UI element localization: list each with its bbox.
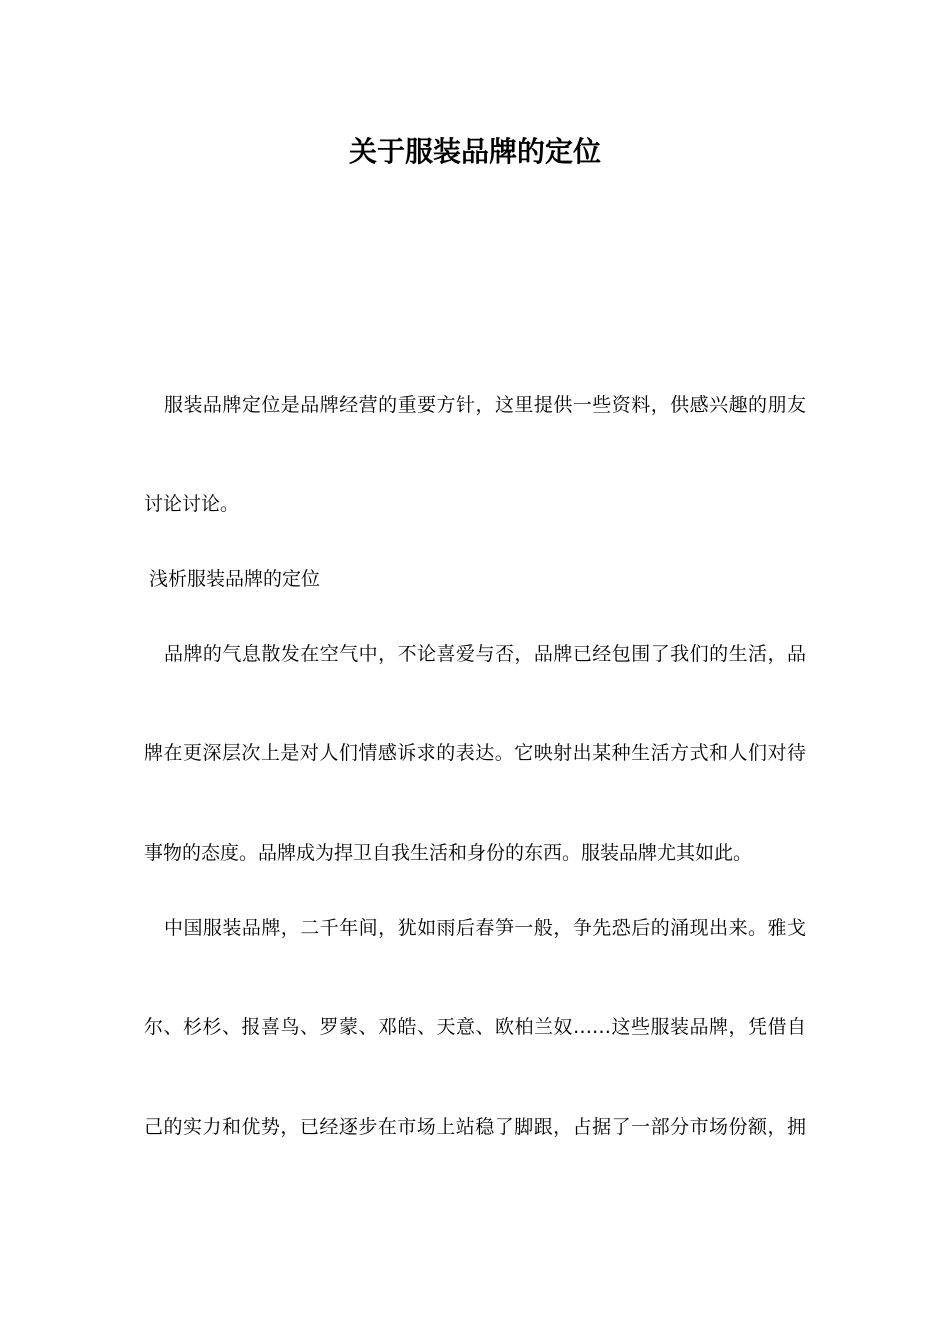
- document-title: 关于服装品牌的定位: [348, 135, 601, 168]
- paragraph2-line-1: 中国服装品牌，二千年间，犹如雨后春笋一般，争先恐后的涌现出来。雅戈: [164, 917, 806, 939]
- section-subheading: 浅析服装品牌的定位: [149, 568, 321, 590]
- paragraph2-line-3: 己的实力和优势，已经逐步在市场上站稳了脚跟，占据了一部分市场份额，拥: [144, 1116, 806, 1138]
- intro-line-2: 讨论讨论。: [144, 493, 240, 515]
- paragraph1-line-1: 品牌的气息散发在空气中，不论喜爱与否，品牌已经包围了我们的生活，品: [164, 643, 806, 665]
- paragraph1-line-3: 事物的态度。品牌成为捍卫自我生活和身份的东西。服装品牌尤其如此。: [144, 842, 753, 864]
- paragraph1-line-2: 牌在更深层次上是对人们情感诉求的表达。它映射出某种生活方式和人们对待: [144, 742, 806, 764]
- paragraph2-line-2: 尔、杉杉、报喜鸟、罗蒙、邓皓、天意、欧柏兰奴……这些服装品牌，凭借自: [144, 1016, 806, 1038]
- intro-line-1: 服装品牌定位是品牌经营的重要方针，这里提供一些资料，供感兴趣的朋友: [164, 394, 806, 416]
